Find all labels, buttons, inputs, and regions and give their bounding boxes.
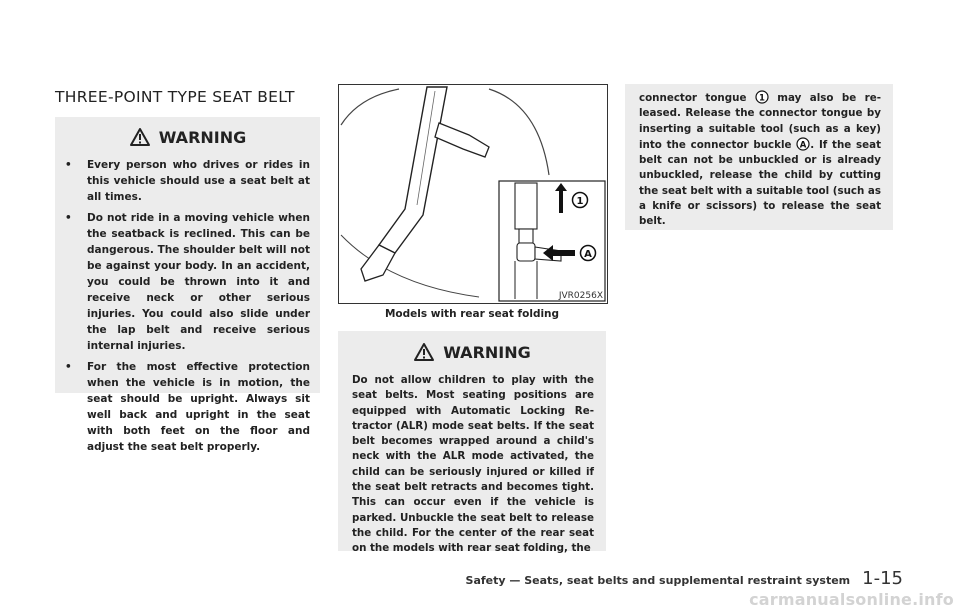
page-footer (466, 568, 903, 589)
warning-2-continued-text (625, 84, 893, 230)
warning-heading-2: WARNING (443, 342, 531, 362)
bullet-text: For the most effective protection when the vehicle is in motion, the seat should be upright. Always sit well back and upright in the seat with both feet on the floor and adjust the seat belt properly. (87, 361, 310, 453)
bullet-dot: • (65, 159, 72, 171)
callout-a-label: A (584, 249, 592, 260)
inline-callout-a-label: A (800, 140, 807, 151)
callout-1-inline-marker (755, 90, 769, 104)
warning-header-2 (338, 331, 606, 373)
seat-belt-figure (338, 84, 608, 304)
warning-bullet-1 (63, 157, 310, 205)
warning-box-2 (338, 331, 606, 555)
warning-bullet-list (55, 157, 320, 455)
chapter-title: Safety — Seats, seat belts and supplemental restraint system (465, 574, 851, 587)
warning-2-text: Do not allow children to play with the seat belts. Most seating positions are equipped with Automatic Locking Re-tractor (ALR) mode seat belts. If the seat belt becomes wrapped around a child's neck with the ALR mode activated, the child can be seriously injured or killed if the seat belt retracts and becomes tight. This can occur even if the vehicle is parked. Unbuckle the seat belt to release the child. For the center of the rear seat on the models with rear seat folding, the (352, 374, 594, 555)
bullet-text: Every person who drives or rides in this vehicle should use a seat belt at all times. (87, 159, 310, 203)
figure-id: JVR0256X (558, 291, 603, 301)
section-title: THREE-POINT TYPE SEAT BELT (55, 88, 295, 106)
warning-header-1 (55, 117, 320, 157)
inline-callout-1-label: 1 (758, 93, 765, 104)
watermark: carmanualsonline.info (749, 590, 954, 609)
warning-triangle-icon (413, 342, 435, 362)
warning-box-1 (55, 117, 320, 453)
page-number: 1-15 (862, 568, 903, 589)
warning-heading-1: WARNING (158, 127, 247, 147)
warning-bullet-2 (63, 210, 310, 354)
callout-a-marker (579, 244, 597, 262)
figure-caption: Models with rear seat folding (384, 308, 560, 320)
callout-a-inline-marker (796, 137, 810, 151)
bullet-text: Do not ride in a moving vehicle when the seatback is reclined. This can be dangerous. The shoulder belt will not be against your body. In an accident, you could be thrown into it and receive neck or other serious injuries. You could also slide under the lap belt and receive serious internal injuries. (87, 212, 310, 352)
callout-1-marker (571, 191, 589, 209)
continued-text-part-1: connector tongue (639, 92, 747, 104)
continued-text-part-2: may also be re-leased. Release the connector tongue by inserting a suitable tool (such as a key) into the connector buckle (639, 92, 881, 151)
continued-text-part-3: . If the seat belt can not be unbuckled or is already unbuckled, release the child by cutting the seat belt with a suitable tool (such as a knife or scissors) to release the seat belt. (639, 138, 882, 228)
callout-1-label: 1 (576, 196, 584, 207)
warning-bullet-3 (63, 359, 310, 455)
warning-triangle-icon (129, 127, 151, 147)
bullet-dot: • (65, 212, 72, 224)
warning-box-2-continued (625, 84, 893, 230)
seat-belt-illustration (339, 85, 607, 303)
bullet-dot: • (65, 361, 72, 373)
